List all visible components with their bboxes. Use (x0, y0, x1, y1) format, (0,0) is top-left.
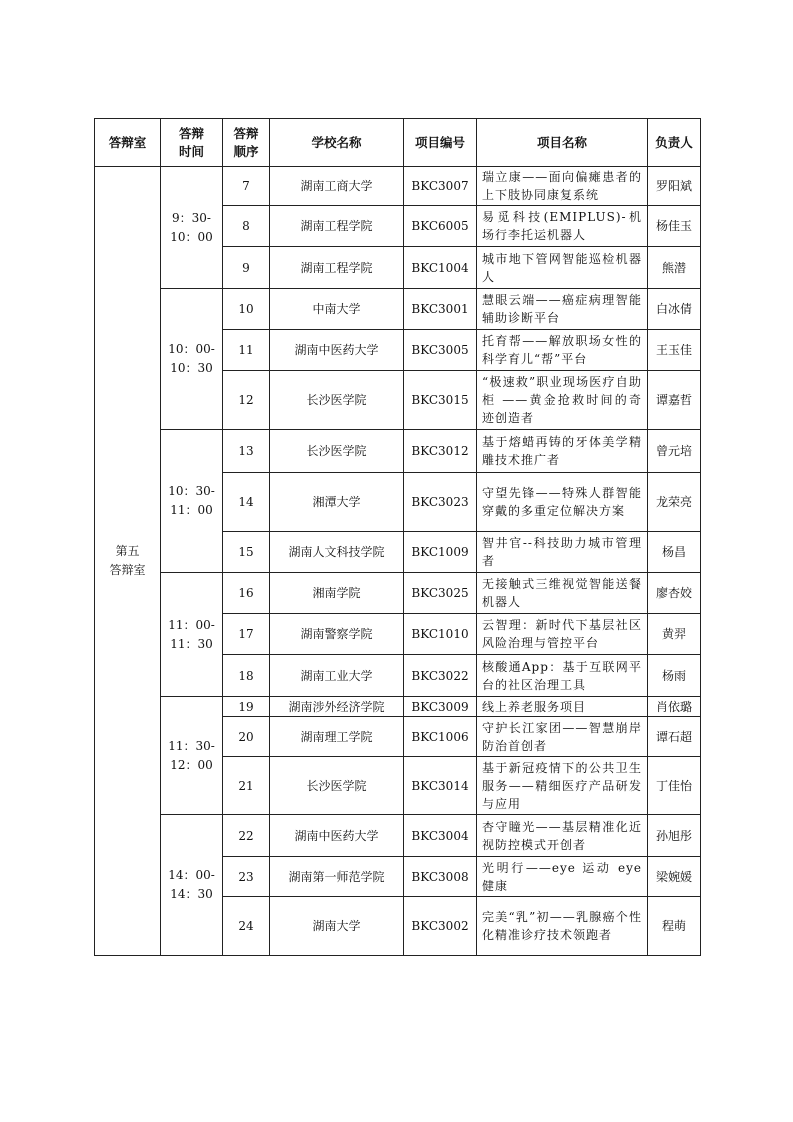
leader-cell: 杨昌 (648, 532, 701, 573)
leader-cell: 罗阳斌 (648, 167, 701, 206)
order-cell: 17 (223, 614, 270, 655)
time-slot-cell: 11：00- 11：30 (161, 573, 223, 697)
time-slot-cell: 9：30- 10：00 (161, 167, 223, 289)
header-order: 答辩 顺序 (223, 119, 270, 167)
order-cell: 8 (223, 206, 270, 247)
project-cell: 城市地下管网智能巡检机器人 (477, 247, 648, 289)
leader-cell: 杨雨 (648, 655, 701, 697)
project-cell: 基于熔蜡再铸的牙体美学精雕技术推广者 (477, 430, 648, 473)
code-cell: BKC3012 (404, 430, 477, 473)
school-cell: 湘潭大学 (270, 473, 404, 532)
leader-cell: 曾元培 (648, 430, 701, 473)
leader-cell: 孙旭彤 (648, 815, 701, 857)
code-cell: BKC3022 (404, 655, 477, 697)
code-cell: BKC3015 (404, 371, 477, 430)
order-cell: 18 (223, 655, 270, 697)
order-cell: 15 (223, 532, 270, 573)
order-cell: 13 (223, 430, 270, 473)
code-cell: BKC1009 (404, 532, 477, 573)
leader-cell: 白冰倩 (648, 289, 701, 330)
code-cell: BKC6005 (404, 206, 477, 247)
order-cell: 20 (223, 717, 270, 757)
school-cell: 湖南中医药大学 (270, 815, 404, 857)
table-row (95, 289, 701, 330)
order-cell: 14 (223, 473, 270, 532)
order-cell: 19 (223, 697, 270, 717)
school-cell: 湖南工商大学 (270, 167, 404, 206)
project-cell: 光明行——eye 运动 eye 健康 (477, 857, 648, 897)
school-cell: 湖南警察学院 (270, 614, 404, 655)
code-cell: BKC1004 (404, 247, 477, 289)
leader-cell: 肖依璐 (648, 697, 701, 717)
room-cell: 第五 答辩室 (95, 167, 161, 956)
project-cell: 完美“乳”初——乳腺癌个性化精准诊疗技术领跑者 (477, 897, 648, 956)
code-cell: BKC3023 (404, 473, 477, 532)
order-cell: 10 (223, 289, 270, 330)
project-cell: 慧眼云端——癌症病理智能辅助诊断平台 (477, 289, 648, 330)
order-cell: 16 (223, 573, 270, 614)
project-cell: 易觅科技(EMIPLUS)-机场行李托运机器人 (477, 206, 648, 247)
order-cell: 22 (223, 815, 270, 857)
project-cell: 守望先锋——特殊人群智能穿戴的多重定位解决方案 (477, 473, 648, 532)
project-cell: 核酸通App：基于互联网平台的社区治理工具 (477, 655, 648, 697)
order-cell: 12 (223, 371, 270, 430)
table-row (95, 430, 701, 473)
code-cell: BKC3025 (404, 573, 477, 614)
leader-cell: 丁佳怡 (648, 757, 701, 815)
header-code: 项目编号 (404, 119, 477, 167)
time-slot-cell: 14：00- 14：30 (161, 815, 223, 956)
header-project: 项目名称 (477, 119, 648, 167)
project-cell: 智井官--科技助力城市管理者 (477, 532, 648, 573)
order-cell: 11 (223, 330, 270, 371)
table-header-row (95, 119, 701, 167)
time-slot-cell: 10：30- 11：00 (161, 430, 223, 573)
leader-cell: 王玉佳 (648, 330, 701, 371)
code-cell: BKC3005 (404, 330, 477, 371)
project-cell: 云智理：新时代下基层社区风险治理与管控平台 (477, 614, 648, 655)
order-cell: 24 (223, 897, 270, 956)
school-cell: 长沙医学院 (270, 430, 404, 473)
header-leader: 负责人 (648, 119, 701, 167)
time-slot-cell: 11：30- 12：00 (161, 697, 223, 815)
school-cell: 湖南工程学院 (270, 247, 404, 289)
project-cell: 瑞立康——面向偏瘫患者的上下肢协同康复系统 (477, 167, 648, 206)
table-body (95, 167, 701, 956)
order-cell: 23 (223, 857, 270, 897)
leader-cell: 谭嘉哲 (648, 371, 701, 430)
code-cell: BKC3014 (404, 757, 477, 815)
leader-cell: 廖杏姣 (648, 573, 701, 614)
project-cell: 无接触式三维视觉智能送餐机器人 (477, 573, 648, 614)
project-cell: 线上养老服务项目 (477, 697, 648, 717)
code-cell: BKC3001 (404, 289, 477, 330)
code-cell: BKC1010 (404, 614, 477, 655)
school-cell: 湖南工业大学 (270, 655, 404, 697)
school-cell: 湘南学院 (270, 573, 404, 614)
leader-cell: 龙荣亮 (648, 473, 701, 532)
table-row (95, 573, 701, 614)
project-cell: “极速救”职业现场医疗自助柜 ——黄金抢救时间的奇迹创造者 (477, 371, 648, 430)
code-cell: BKC1006 (404, 717, 477, 757)
order-cell: 21 (223, 757, 270, 815)
leader-cell: 梁婉媛 (648, 857, 701, 897)
table-row (95, 697, 701, 717)
defense-schedule-table (94, 118, 701, 956)
time-slot-cell: 10：00- 10：30 (161, 289, 223, 430)
order-cell: 9 (223, 247, 270, 289)
school-cell: 湖南中医药大学 (270, 330, 404, 371)
header-room: 答辩室 (95, 119, 161, 167)
project-cell: 杏守瞳光——基层精准化近视防控模式开创者 (477, 815, 648, 857)
header-school: 学校名称 (270, 119, 404, 167)
code-cell: BKC3004 (404, 815, 477, 857)
school-cell: 湖南工程学院 (270, 206, 404, 247)
header-time: 答辩 时间 (161, 119, 223, 167)
project-cell: 基于新冠疫情下的公共卫生服务——精细医疗产品研发与应用 (477, 757, 648, 815)
order-cell: 7 (223, 167, 270, 206)
table-row (95, 815, 701, 857)
school-cell: 湖南涉外经济学院 (270, 697, 404, 717)
leader-cell: 程萌 (648, 897, 701, 956)
school-cell: 湖南人文科技学院 (270, 532, 404, 573)
project-cell: 托育帮——解放职场女性的科学育儿“帮”平台 (477, 330, 648, 371)
code-cell: BKC3009 (404, 697, 477, 717)
leader-cell: 杨佳玉 (648, 206, 701, 247)
school-cell: 湖南第一师范学院 (270, 857, 404, 897)
project-cell: 守护长江家团——智慧崩岸防治首创者 (477, 717, 648, 757)
school-cell: 中南大学 (270, 289, 404, 330)
school-cell: 长沙医学院 (270, 371, 404, 430)
leader-cell: 谭石超 (648, 717, 701, 757)
table-row (95, 167, 701, 206)
code-cell: BKC3002 (404, 897, 477, 956)
school-cell: 长沙医学院 (270, 757, 404, 815)
school-cell: 湖南理工学院 (270, 717, 404, 757)
code-cell: BKC3007 (404, 167, 477, 206)
leader-cell: 熊潜 (648, 247, 701, 289)
leader-cell: 黄羿 (648, 614, 701, 655)
school-cell: 湖南大学 (270, 897, 404, 956)
code-cell: BKC3008 (404, 857, 477, 897)
